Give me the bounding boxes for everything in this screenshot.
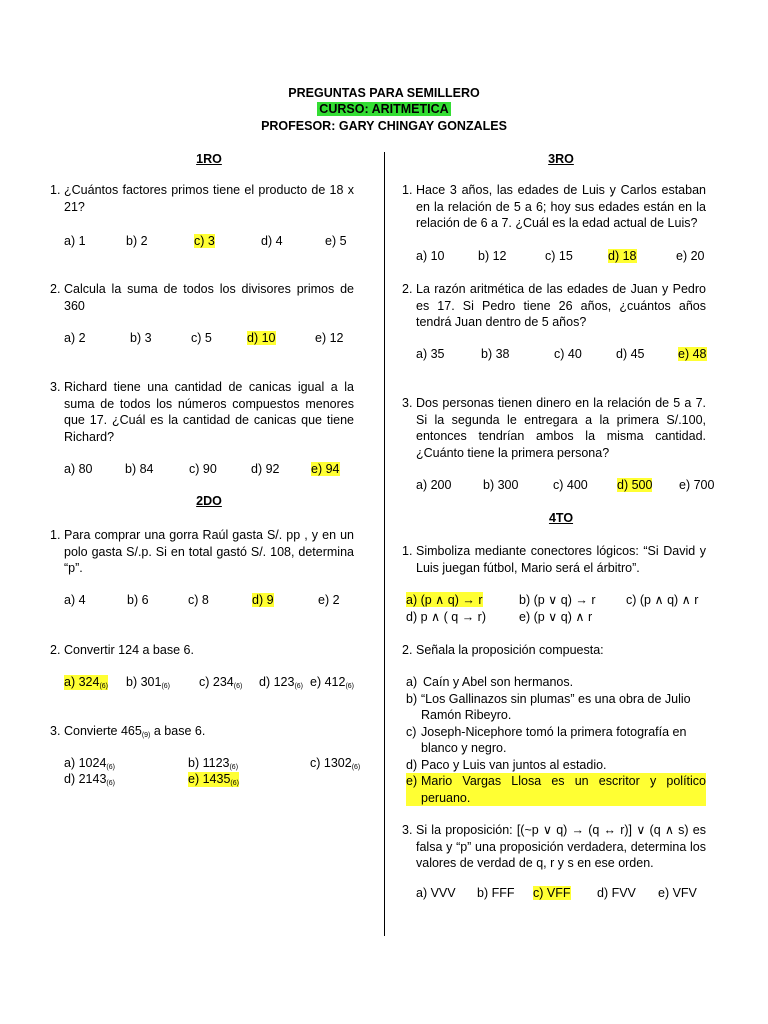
list-item: d) Paco y Luis van juntos al estadio. (406, 757, 607, 772)
question-2do-1: 1. Para comprar una gorra Raúl gasta S/. pp , y en un polo gasta S/.p. Si en total gastó S/. 108, determina “p”. (50, 528, 354, 575)
options-4to-1: a) (p ∧ q) → r b) (p ∨ q) → r c) (p ∧ q) ∧ r (406, 593, 699, 607)
section-4to: 4TO (548, 511, 574, 525)
options-4to-1b: d) p ∧ ( q → r) e) (p ∨ q) ∧ r (406, 610, 593, 624)
list-item: b) “Los Gallinazos sin plumas” es una obra de Julio Ramón Ribeyro. (406, 691, 691, 722)
options-2do-3b: d) $2143_{(6)}$ e) $1435_{(6)}$ (64, 772, 239, 787)
answer-highlight: d) 10 (247, 331, 276, 345)
options-1ro-1: a) 1 b) 2 c) 3 d) 4 e) 5 (64, 234, 347, 248)
list-item: e) Mario Vargas Llosa es un escritor y político peruano. (406, 774, 706, 805)
options-1ro-3: a) 80 b) 84 c) 90 d) 92 e) 94 (64, 462, 340, 476)
column-divider (384, 152, 385, 936)
question-2do-3: 3. Convierte $465_{(9)}$ a base 6. (50, 724, 206, 739)
question-2do-2: 2. Convertir 124 a base 6. (50, 643, 194, 657)
answer-highlight: a) (p ∧ q) → r (406, 593, 483, 607)
question-1ro-1: 1. ¿Cuántos factores primos tiene el producto de 18 x 21? (50, 183, 354, 214)
question-4to-3: 3. Si la proposición: [(~p ∨ q) → (q ↔ r)] ∨ (q ∧ s) es falsa y “p” una proposición verdadera, determina los valores de verdad de q, r y s en ese orden. (402, 823, 706, 870)
options-3ro-2: a) 35 b) 38 c) 40 d) 45 e) 48 (416, 347, 707, 361)
answer-highlight: d) 9 (252, 593, 274, 607)
section-2do: 2DO (196, 494, 222, 508)
section-1ro: 1RO (196, 152, 222, 166)
answer-highlight: d) 18 (608, 249, 637, 263)
options-2do-3: a) $1024_{(6)}$ b) $1123_{(6)}$ c) $1302_{(6)}$ (64, 756, 361, 771)
section-3ro: 3RO (548, 152, 574, 166)
answer-highlight: a) $324_{(6)}$ (64, 675, 109, 690)
answer-highlight: c) VFF (533, 886, 571, 900)
options-2do-1: a) 4 b) 6 c) 8 d) 9 e) 2 (64, 593, 340, 607)
question-3ro-1: 1. Hace 3 años, las edades de Luis y Carlos estaban en la relación de 5 a 6; hoy sus edades están en la relación de 6 a 7. ¿Cuál es la edad actual de Luis? (402, 183, 706, 230)
teacher-label: PROFESOR: GARY CHINGAY GONZALES (261, 119, 507, 133)
question-4to-2: 2. Señala la proposición compuesta: (402, 643, 604, 657)
answer-highlight: c) 3 (194, 234, 215, 248)
options-4to-2 (406, 674, 706, 806)
options-4to-3: a) VVV b) FFF c) VFF d) FVV e) VFV (416, 886, 697, 900)
question-4to-1: 1. Simboliza mediante conectores lógicos: “Si David y Luis juegan fútbol, Mario será el árbitro”. (402, 544, 706, 575)
options-2do-2: a) $324_{(6)}$ b) $301_{(6)}$ c) $234_{(6)}$ d) $123_{(6)}$ e) $412_{(6)}$ (64, 675, 355, 690)
answer-highlight: e) $1435_{(6)}$ (188, 772, 239, 787)
question-3ro-2: 2. La razón aritmética de las edades de Juan y Pedro es 17. Si Pedro tiene 26 años, ¿cuántos años tendrá Juan dentro de 5 años? (402, 282, 706, 329)
list-item: c) Joseph-Nicephore tomó la primera fotografía en blanco y negro. (406, 724, 687, 755)
options-1ro-2: a) 2 b) 3 c) 5 d) 10 e) 12 (64, 331, 344, 345)
doc-title: PREGUNTAS PARA SEMILLERO (288, 86, 480, 100)
answer-highlight: d) 500 (617, 478, 653, 492)
question-1ro-2: 2. Calcula la suma de todos los divisores primos de 360 (50, 282, 354, 313)
question-3ro-3: 3. Dos personas tienen dinero en la relación de 5 a 7. Si la segunda le entregara a la primera S/.100, entonces tendrían ambos la misma cantidad. ¿Cuánto tiene la primera persona? (402, 396, 706, 460)
answer-highlight: e) 94 (311, 462, 340, 476)
options-3ro-1: a) 10 b) 12 c) 15 d) 18 e) 20 (416, 249, 705, 263)
answer-highlight: e) 48 (678, 347, 707, 361)
list-item: a) Caín y Abel son hermanos. (406, 675, 574, 689)
course-label: CURSO: ARITMETICA (319, 102, 449, 116)
question-1ro-3: 3. Richard tiene una cantidad de canicas igual a la suma de todos los números compuestos menores que 17. ¿Cuál es la cantidad de canicas que tiene Richard? (50, 380, 354, 444)
options-3ro-3: a) 200 b) 300 c) 400 d) 500 e) 700 (416, 478, 715, 492)
